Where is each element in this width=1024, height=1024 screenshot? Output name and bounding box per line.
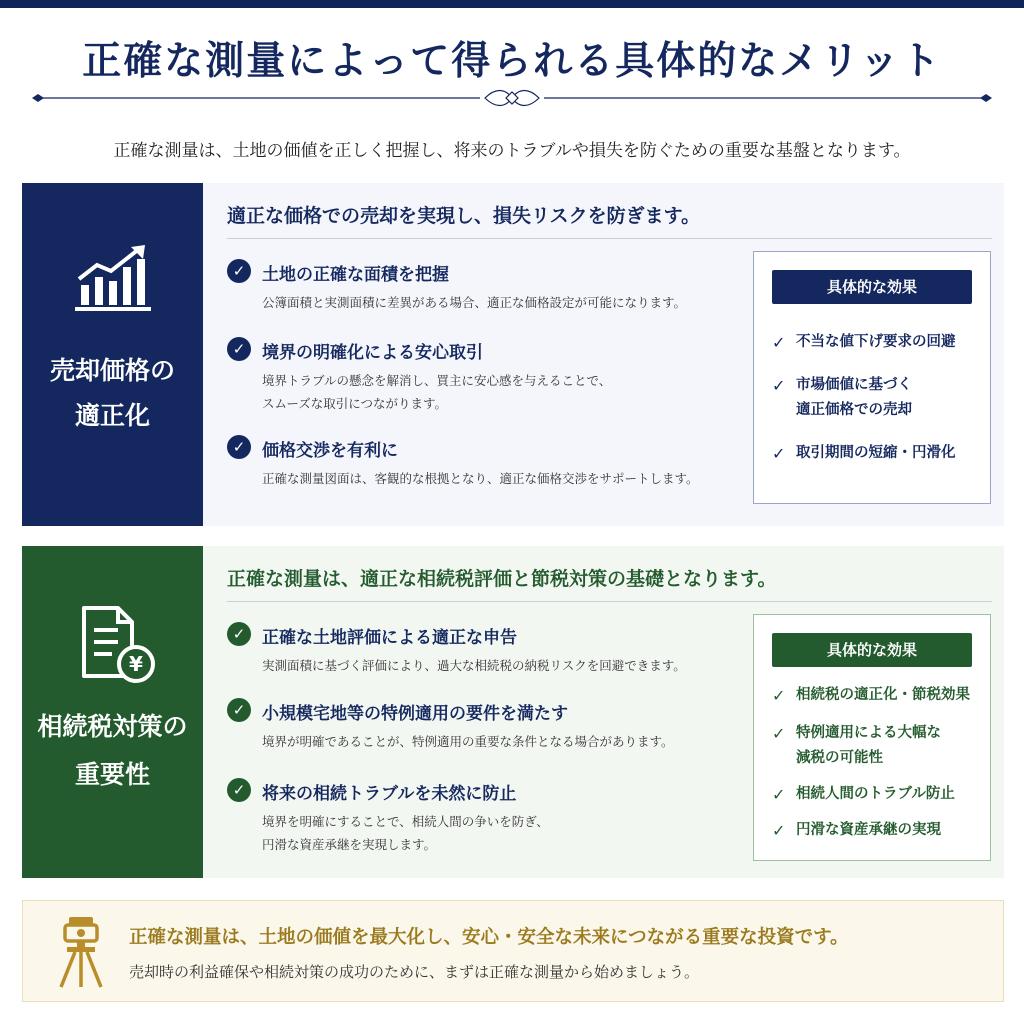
effects-box: 具体的な効果 ✓ 相続税の適正化・節税効果 ✓ 特例適用による大幅な 減税の可能性 ✓ 相続人間のトラブル防止 ✓ 円滑な資産承継の実現: [753, 614, 991, 861]
benefit-title: 小規模宅地等の特例適用の要件を満たす: [262, 704, 568, 724]
card-heading: 適正な価格での売却を実現し、損失リスクを防ぎます。: [227, 201, 992, 239]
check-circle-icon: ✓: [227, 778, 251, 802]
check-icon: ✓: [772, 821, 786, 840]
conclusion-banner: [22, 900, 1004, 1002]
effects-heading: 具体的な効果: [772, 270, 972, 304]
conclusion-headline: 正確な測量は、土地の価値を最大化し、安心・安全な未来につながる重要な投資です。: [129, 927, 849, 948]
check-circle-icon: ✓: [227, 259, 251, 283]
benefit-title: 価格交渉を有利に: [262, 441, 398, 461]
benefit-title: 正確な土地評価による適正な申告: [262, 628, 517, 648]
top-accent-bar: [0, 0, 1024, 8]
card-body: [203, 183, 1004, 526]
benefit-item: [227, 435, 747, 495]
check-circle-icon: ✓: [227, 337, 251, 361]
card-side-panel: [22, 183, 203, 526]
check-circle-icon: ✓: [227, 698, 251, 722]
check-circle-icon: ✓: [227, 622, 251, 646]
benefit-title: 土地の正確な面積を把握: [262, 265, 449, 285]
check-icon: ✓: [772, 785, 786, 804]
side-label-line-2: 適正化: [74, 401, 150, 430]
card-side-panel: [22, 546, 203, 878]
check-circle-icon: ✓: [227, 435, 251, 459]
check-icon: ✓: [772, 686, 786, 705]
benefit-item: [227, 698, 747, 758]
benefit-description: 正確な測量図面は、客観的な根拠となり、適正な価格交渉をサポートします。: [262, 471, 699, 486]
effects-box: 具体的な効果 ✓ 不当な値下げ要求の回避 ✓ 市場価値に基づく 適正価格での売却 ✓ 取引期間の短縮・円滑化: [753, 251, 991, 504]
side-label-line-1: 売却価格の: [49, 356, 175, 385]
benefit-item: [227, 778, 747, 858]
title-ornament: [30, 86, 994, 110]
check-icon: ✓: [772, 376, 786, 395]
card-heading: 正確な測量は、適正な相続税評価と節税対策の基礎となります。: [227, 564, 992, 602]
surveying-tripod-icon: [53, 915, 109, 989]
benefit-item: [227, 259, 747, 319]
page-title: 正確な測量によって得られる具体的なメリット: [82, 38, 942, 84]
intro-text: 正確な測量は、土地の価値を正しく把握し、将来のトラブルや損失を防ぐための重要な基盤となります。: [113, 141, 911, 161]
svg-text:¥: ¥: [129, 652, 143, 676]
document-yen-icon: [78, 604, 158, 684]
sale-price-card: [22, 183, 1004, 526]
benefit-title: 境界の明確化による安心取引: [262, 343, 483, 363]
benefit-title: 将来の相続トラブルを未然に防止: [262, 784, 517, 804]
check-icon: ✓: [772, 333, 786, 352]
chart-growth-icon: [73, 245, 153, 311]
benefit-description: 境界が明確であることが、特例適用の重要な条件となる場合があります。: [262, 734, 674, 749]
effects-heading: 具体的な効果: [772, 633, 972, 667]
conclusion-subtext: 売却時の利益確保や相続対策の成功のために、まずは正確な測量から始めましょう。: [129, 963, 700, 981]
check-icon: ✓: [772, 444, 786, 463]
inheritance-tax-card: [22, 546, 1004, 878]
benefit-description: 実測面積に基づく評価により、過大な相続税の納税リスクを回避できます。: [262, 658, 686, 673]
benefit-description: 公簿面積と実測面積に差異がある場合、適正な価格設定が可能になります。: [262, 295, 687, 310]
benefit-item: [227, 622, 747, 682]
benefit-description: 境界トラブルの懸念を解消し、買主に安心感を与えることで、 スムーズな取引につながります。: [262, 373, 612, 411]
side-label-line-2: 重要性: [74, 760, 150, 789]
benefit-item: [227, 337, 747, 417]
check-icon: ✓: [772, 724, 786, 743]
benefit-description: 境界を明確にすることで、相続人間の争いを防ぎ、 円滑な資産承継を実現します。: [262, 814, 549, 852]
card-body: [203, 546, 1004, 878]
side-label-line-1: 相続税対策の: [37, 712, 188, 741]
